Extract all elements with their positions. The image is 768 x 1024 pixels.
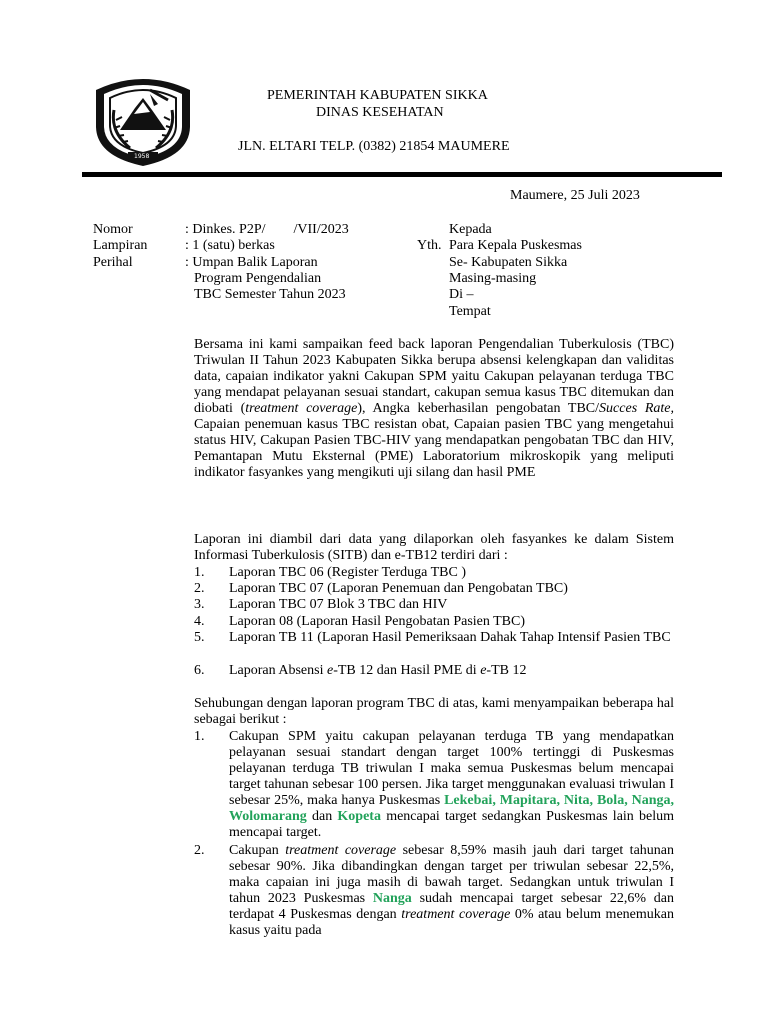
finding-item: Cakupan treatment coverage sebesar 8,59% masih jauh dari target tahunan sebesar 90%. Jika dibandingkan dengan target per triwulan sebesar 22,5%, maka capaian ini juga masih di bawah target. Sedangkan untuk triwulan I tahun 2023 Puskesmas Nanga sudah mencapai target sebesar 22,6% dan terdapat 4 Puskesmas dengan treatment coverage 0% atau belum menemukan kasus yaitu pada [229,843,674,938]
address-line-1: Para Kepala Puskesmas [449,238,582,253]
address-line-3: Masing-masing [449,271,537,286]
finding-item: Cakupan SPM yaitu cakupan pelayanan terduga TB yang mendapatkan pelayanan sesuai standart dengan target 100% tertinggi di Puskesmas pelayanan terduga TB triwulan I maka semua Puskesmas belum mencapai target tahunan sebesar 100 persen. Jika target menggunakan evaluasi triwulan I sebesar 25%, maka hanya Puskesmas Lekebai, Mapitara, Nita, Bola, Nanga, Wolomarang dan Kopeta mencapai target sedangkan Puskesmas lain belum mencapai target. [229,729,675,840]
letterhead-line-1: PEMERINTAH KABUPATEN SIKKA [267,88,488,103]
letterhead-address: JLN. ELTARI TELP. (0382) 21854 MAUMERE [238,139,510,154]
finding-number: 1. [194,729,205,744]
perihal-value-2: Program Pengendalian [194,271,322,286]
address-line-4: Di – [449,287,474,302]
address-line-2: Se- Kabupaten Sikka [449,255,568,270]
address-line-5: Tempat [449,304,491,319]
address-kepada: Kepada [449,222,492,237]
highlighted-puskesmas: Nanga [372,891,412,906]
body-paragraph-2: Laporan ini diambil dari data yang dilaporkan oleh fasyankes ke dalam Sistem Informasi Tuberkulosis (SITB) dan e-TB12 terdiri dari : [194,532,674,563]
list-item-number: 5. [194,630,205,645]
list-item-number: 3. [194,597,205,612]
perihal-value-3: TBC Semester Tahun 2023 [194,287,346,302]
body-paragraph-3: Sehubungan dengan laporan program TBC di atas, kami menyampaikan beberapa hal sebagai berikut : [194,696,674,727]
highlighted-puskesmas: Kopeta [337,809,381,824]
finding-number: 2. [194,843,205,858]
list-item: Laporan 08 (Laporan Hasil Pengobatan Pasien TBC) [229,614,526,629]
list-item-number: 6. [194,663,205,678]
kabupaten-sikka-logo [90,70,196,168]
list-item: Laporan TBC 06 (Register Terduga TBC ) [229,565,466,580]
address-yth: Yth. [417,238,442,253]
logo-year: 1958 [134,153,150,160]
perihal-value-1: : Umpan Balik Laporan [185,255,318,270]
letterhead-rule [82,172,722,177]
list-item: Laporan TBC 07 (Laporan Penemuan dan Pengobatan TBC) [229,581,568,596]
list-item-number: 4. [194,614,205,629]
lampiran-label: Lampiran [93,238,148,253]
letter-date: Maumere, 25 Juli 2023 [510,188,640,203]
nomor-value: : Dinkes. P2P/ /VII/2023 [185,222,349,237]
letterhead-line-2: DINAS KESEHATAN [316,105,444,120]
nomor-label: Nomor [93,222,133,237]
highlighted-puskesmas: Lekebai, Mapitara, Nita, Bola, Nanga, Wolomarang [229,793,674,824]
lampiran-value: : 1 (satu) berkas [185,238,275,253]
body-paragraph-1: Bersama ini kami sampaikan feed back laporan Pengendalian Tuberkulosis (TBC) Triwulan II Tahun 2023 Kabupaten Sikka berupa absensi kelengkapan dan validitas data, capaian indikator yakni Cakupan SPM yaitu Cakupan pelayanan terduga TBC yang mendapat pelayanan sesuai standart, cakupan semua kasus TBC ditemukan dan diobati (treatment coverage), Angka keberhasilan pengobatan TBC/Succes Rate, Capaian penemuan kasus TBC resistan obat, Capaian pasien TBC yang mengetahui status HIV, Cakupan Pasien TBC-HIV yang mendapatkan pengobatan TBC dan HIV, Pemantapan Mutu Eksternal (PME) Laboratorium mikroskopik yang meliputi indikator fasyankes yang mengikuti uji silang dan hasil PME [194,337,674,480]
list-item: Laporan Absensi e-TB 12 dan Hasil PME di e-TB 12 [229,663,527,678]
list-item: Laporan TB 11 (Laporan Hasil Pemeriksaan Dahak Tahap Intensif Pasien TBC [229,630,671,645]
list-item-number: 2. [194,581,205,596]
perihal-label: Perihal [93,255,133,270]
list-item-number: 1. [194,565,205,580]
list-item: Laporan TBC 07 Blok 3 TBC dan HIV [229,597,448,612]
